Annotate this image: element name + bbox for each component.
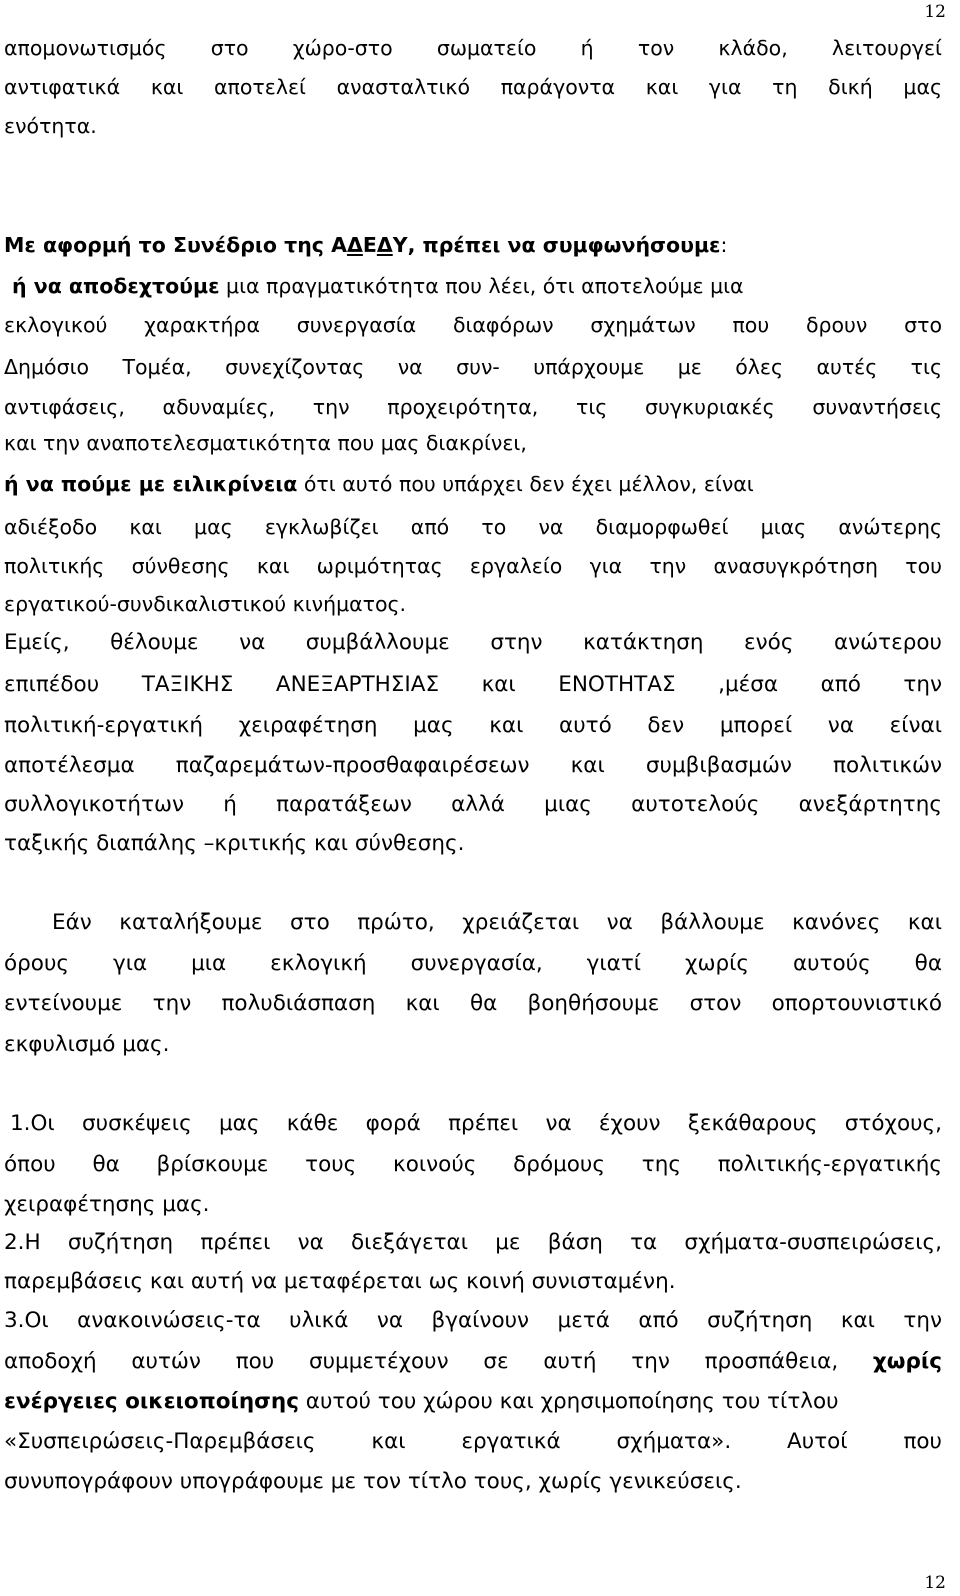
text-line: πολιτική-εργατική χειραφέτηση μας και αυτό δεν μπορεί να είναι [4,713,942,738]
text-line: ενότητα. [4,114,97,138]
text-line: όρους για μια εκλογική συνεργασία, γιατί χωρίς αυτούς θα [4,951,942,976]
text-run: μια πραγματικότητα που λέει, ότι αποτελούμε μια [219,274,744,298]
heading-delta-underlined: Δ [346,233,363,257]
text-run: ότι αυτό που υπάρχει δεν έχει μέλλον, είναι [297,472,754,496]
text-line: Εάν καταλήξουμε στο πρώτο, χρειάζεται να βάλλουμε κανόνες και [52,910,942,935]
text-line: συλλογικοτήτων ή παρατάξεων αλλά μιας αυτοτελούς ανεξάρτητης [4,792,942,817]
text-line: αντιφάσεις, αδυναμίες, την προχειρότητα, τις συγκυριακές συναντήσεις [4,395,942,419]
list-item: 3.Οι ανακοινώσεις-τα υλικά να βγαίνουν μετά από συζήτηση και την [4,1308,942,1333]
text-line: συνυπογράφουν υπογράφουμε με τον τίτλο τους, χωρίς γενικεύσεις. [4,1469,742,1494]
list-item: 2.Η συζήτηση πρέπει να διεξάγεται με βάση τα σχήματα-συσπειρώσεις, [4,1230,942,1255]
text-line: ταξικής διαπάλης –κριτικής και σύνθεσης. [4,831,465,856]
text-line: αδιέξοδο και μας εγκλωβίζει από το να διαμορφωθεί μιας ανώτερης [4,515,942,539]
text-line [4,1383,942,1421]
text-line: αποτέλεσμα παζαρεμάτων-προσθαφαιρέσεων και συμβιβασμών πολιτικών [4,753,942,778]
text-line: όπου θα βρίσκουμε τους κοινούς δρόμους της πολιτικής-εργατικής [4,1152,942,1177]
heading-delta-underlined: Δ [376,233,393,257]
option-two-emphasis: ή να πούμε με ειλικρίνεια [4,472,298,496]
section-heading [4,226,942,264]
text-line: εργατικού-συνδικαλιστικού κινήματος. [4,592,407,616]
text-line: «Συσπειρώσεις-Παρεμβάσεις και εργατικά σχήματα». Αυτοί που [4,1429,942,1454]
list-item: 1.Οι συσκέψεις μας κάθε φορά πρέπει να έχουν ξεκάθαρους στόχους, [10,1111,942,1136]
heading-text-b: Υ, πρέπει να συμφωνήσουμε [392,233,721,257]
text-line: εκλογικού χαρακτήρα συνεργασία διαφόρων σχημάτων που δρουν στο [4,313,942,337]
text-line [4,465,942,503]
text-line: επιπέδου ΤΑΞΙΚΗΣ ΑΝΕΞΑΡΤΗΣΙΑΣ και ΕΝΟΤΗΤΑΣ ,μέσα από την [4,672,942,697]
text-line: πολιτικής σύνθεσης και ωριμότητας εργαλείο για την ανασυγκρότηση του [4,554,942,578]
text-line: Εμείς, θέλουμε να συμβάλλουμε στην κατάκτηση ενός ανώτερου [4,630,942,655]
text-line: και την αναποτελεσματικότητα που μας διακρίνει, [4,431,527,455]
text-line: απομονωτισμός στο χώρο-στο σωματείο ή τον κλάδο, λειτουργεί [4,36,942,60]
page-number-top: 12 [924,2,946,22]
heading-text-a: Με αφορμή το Συνέδριο της Α [4,233,347,257]
text-line: εκφυλισμό μας. [4,1032,170,1057]
text-line: Δημόσιο Τομέα, συνεχίζοντας να συν- υπάρχουμε με όλες αυτές τις [4,355,942,379]
text-line [4,1343,942,1381]
emphasis-appropriation: ενέργειες οικειοποίησης [4,1389,299,1414]
text-line: παρεμβάσεις και αυτή να μεταφέρεται ως κοινή συνισταμένη. [4,1269,676,1294]
text-run: αυτού του χώρου και χρησιμοποίησης του τίτλου [298,1389,839,1414]
text-run: αποδοχή αυτών που συμμετέχουν σε αυτή την προσπάθεια, [4,1349,839,1374]
heading-colon: : [720,233,728,257]
text-line: εντείνουμε την πολυδιάσπαση και θα βοηθήσουμε στον οπορτουνιστικό [4,991,942,1016]
text-line [4,267,950,305]
heading-e: Ε [362,233,377,257]
emphasis-without: χωρίς [872,1349,942,1374]
option-one-emphasis: ή να αποδεχτούμε [12,274,220,298]
text-line: αντιφατικά και αποτελεί ανασταλτικό παράγοντα και για τη δική μας [4,75,942,99]
text-line: χειραφέτησης μας. [4,1192,210,1217]
page-number-bottom: 12 [924,1573,946,1593]
